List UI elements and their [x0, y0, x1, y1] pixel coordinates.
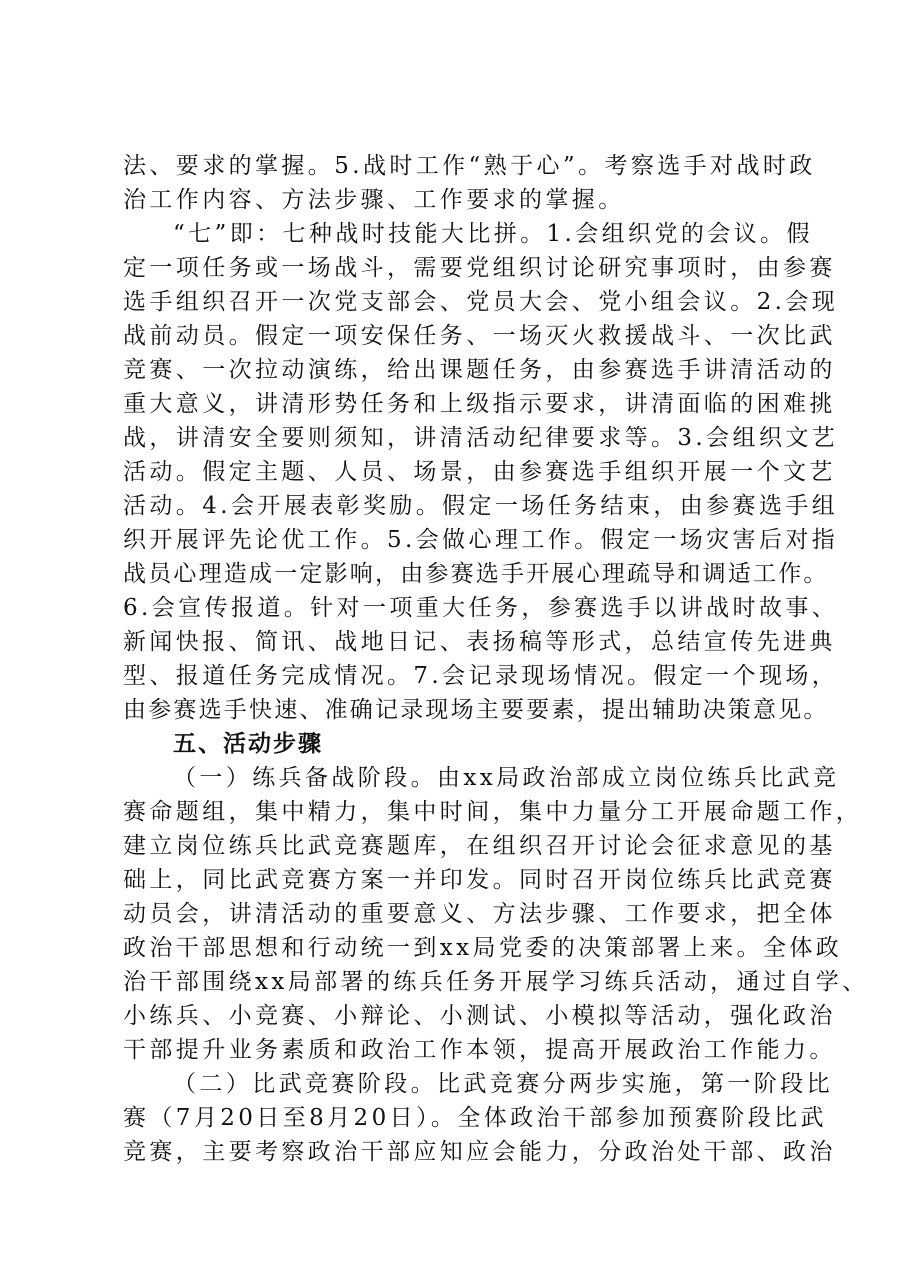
text-line: 干部提升业务素质和政治工作本领，提高开展政治工作能力。 [123, 1037, 836, 1063]
text-line: “七”即：七种战时技能大比拼。1.会组织党的会议。假 [173, 221, 813, 247]
text-line: 活动。4.会开展表彰奖励。假定一场任务结束，由参赛选手组 [123, 493, 839, 519]
text-line: 建立岗位练兵比武竞赛题库，在组织召开讨论会征求意见的基 [123, 833, 836, 859]
text-line: 治工作内容、方法步骤、工作要求的掌握。 [123, 187, 625, 213]
text-line: 定一项任务或一场战斗，需要党组织讨论研究事项时，由参赛 [123, 255, 836, 281]
section-heading: 五、活动步骤 [173, 731, 323, 757]
text-line: 动员会，讲清活动的重要意义、方法步骤、工作要求，把全体 [123, 901, 836, 927]
text-line: （一）练兵备战阶段。由xx局政治部成立岗位练兵比武竞 [173, 765, 840, 791]
text-line: 法、要求的掌握。5.战时工作“熟于心”。考察选手对战时政 [123, 153, 816, 179]
text-line: 活动。假定主题、人员、场景，由参赛选手组织开展一个文艺 [123, 459, 836, 485]
text-line: 6.会宣传报道。针对一项重大任务，参赛选手以讲战时故事、 [123, 595, 839, 621]
text-line: 小练兵、小竞赛、小辩论、小测试、小模拟等活动，强化政治 [123, 1003, 836, 1029]
text-line: 新闻快报、简讯、战地日记、表扬稿等形式，总结宣传先进典 [123, 629, 836, 655]
text-line: 治干部围绕xx局部署的练兵任务开展学习练兵活动，通过自学、 [123, 969, 869, 995]
text-line: 竞赛、一次拉动演练，给出课题任务，由参赛选手讲清活动的 [123, 357, 836, 383]
text-line: （二）比武竞赛阶段。比武竞赛分两步实施，第一阶段比 [173, 1071, 833, 1097]
text-line: 由参赛选手快速、准确记录现场主要要素，提出辅助决策意见。 [123, 697, 829, 723]
text-line: 础上，同比武竞赛方案一并印发。同时召开岗位练兵比武竞赛 [123, 867, 836, 893]
text-line: 战，讲清安全要则须知，讲清活动纪律要求等。3.会组织文艺 [123, 425, 839, 451]
text-line: 战前动员。假定一项安保任务、一场灭火救援战斗、一次比武 [123, 323, 836, 349]
text-line: 型、报道任务完成情况。7.会记录现场情况。假定一个现场， [123, 663, 839, 689]
text-line: 重大意义，讲清形势任务和上级指示要求，讲清面临的困难挑 [123, 391, 836, 417]
text-line: 赛命题组，集中精力，集中时间，集中力量分工开展命题工作， [123, 799, 863, 825]
text-line: 选手组织召开一次党支部会、党员大会、党小组会议。2.会现 [123, 289, 839, 315]
text-line: 战员心理造成一定影响，由参赛选手开展心理疏导和调适工作。 [123, 561, 829, 587]
text-line: 政治干部思想和行动统一到xx局党委的决策部署上来。全体政 [123, 935, 843, 961]
text-line: 赛（7月20日至8月20日）。全体政治干部参加预赛阶段比武 [123, 1105, 827, 1131]
text-line: 织开展评先论优工作。5.会做心理工作。假定一场灾害后对指 [123, 527, 839, 553]
text-line: 竞赛，主要考察政治干部应知应会能力，分政治处干部、政治 [123, 1139, 836, 1165]
